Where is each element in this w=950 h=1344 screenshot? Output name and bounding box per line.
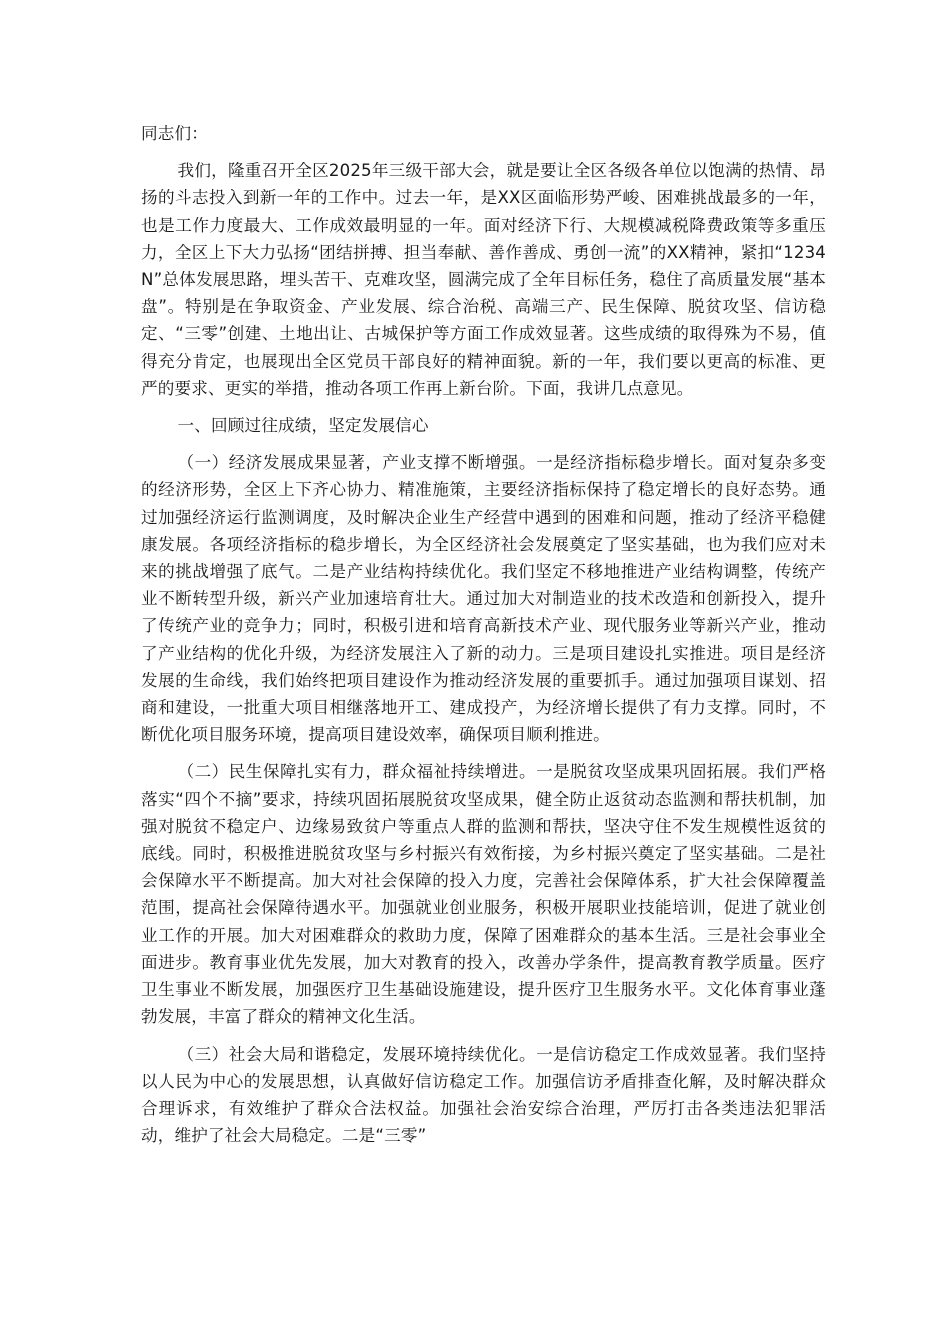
paragraph-stability: （三）社会大局和谐稳定，发展环境持续优化。一是信访稳定工作成效显著。我们坚持以人民为中心的发展思想，认真做好信访稳定工作。加强信访矛盾排查化解，及时解决群众合理诉求，有效维护了群众合法权益。加强社会治安综合治理，严厉打击各类违法犯罪活动，维护了社会大局稳定。二是“三零” <box>141 1044 826 1146</box>
paragraph-economy: （一）经济发展成果显著，产业支撑不断增强。一是经济指标稳步增长。面对复杂多变的经济形势，全区上下齐心协力、精准施策，主要经济指标保持了稳定增长的良好态势。通过加强经济运行监测调度，及时解决企业生产经营中遇到的困难和问题，推动了经济平稳健康发展。各项经济指标的稳步增长，为全区经济社会发展奠定了坚实基础，也为我们应对未来的挑战增强了底气。二是产业结构持续优化。我们坚定不移地推进产业结构调整，传统产业不断转型升级，新兴产业加速培育壮大。通过加大对制造业的技术改造和创新投入，提升了传统产业的竞争力；同时，积极引进和培育高新技术产业、现代服务业等新兴产业，推动了产业结构的优化升级，为经济发展注入了新的动力。三是项目建设扎实推进。项目是经济发展的生命线，我们始终把项目建设作为推动经济发展的重要抓手。通过加强项目谋划、招商和建设，一批重大项目相继落地开工、建成投产，为经济增长提供了有力支撑。同时，不断优化项目服务环境，提高项目建设效率，确保项目顺利推进。 <box>141 453 826 745</box>
document-body <box>141 120 826 1159</box>
section-heading-1: 一、回顾过往成绩，坚定发展信心 <box>177 416 429 436</box>
paragraph-livelihood: （二）民生保障扎实有力，群众福祉持续增进。一是脱贫攻坚成果巩固拓展。我们严格落实“四个不摘”要求，持续巩固拓展脱贫攻坚成果，健全防止返贫动态监测和帮扶机制，加强对脱贫不稳定户、边缘易致贫户等重点人群的监测和帮扶，坚决守住不发生规模性返贫的底线。同时，积极推进脱贫攻坚与乡村振兴有效衔接，为乡村振兴奠定了坚实基础。二是社会保障水平不断提高。加大对社会保障的投入力度，完善社会保障体系，扩大社会保障覆盖范围，提高社会保障待遇水平。加强就业创业服务，积极开展职业技能培训，促进了就业创业工作的开展。加大对困难群众的救助力度，保障了困难群众的基本生活。三是社会事业全面进步。教育事业优先发展，加大对教育的投入，改善办学条件，提高教育教学质量。医疗卫生事业不断发展，加强医疗卫生基础设施建设，提升医疗卫生服务水平。文化体育事业蓬勃发展，丰富了群众的精神文化生活。 <box>141 762 826 1027</box>
greeting: 同志们： <box>141 124 208 143</box>
intro-paragraph: 我们，隆重召开全区2025年三级干部大会，就是要让全区各级各单位以饱满的热情、昂扬的斗志投入到新一年的工作中。过去一年，是XX区面临形势严峻、困难挑战最多的一年，也是工作力度最大、工作成效最明显的一年。面对经济下行、大规模减税降费政策等多重压力，全区上下大力弘扬“团结拼搏、担当奉献、善作善成、勇创一流”的XX精神，紧扣“1234N”总体发展思路，埋头苦干、克难攻坚，圆满完成了全年目标任务，稳住了高质量发展“基本盘”。特别是在争取资金、产业发展、综合治税、高端三产、民生保障、脱贫攻坚、信访稳定、“三零”创建、土地出让、古城保护等方面工作成效显著。这些成绩的取得殊为不易，值得充分肯定，也展现出全区党员干部良好的精神面貌。新的一年，我们要以更高的标准、更严的要求、更实的举措，推动各项工作再上新台阶。下面，我讲几点意见。 <box>141 161 826 398</box>
